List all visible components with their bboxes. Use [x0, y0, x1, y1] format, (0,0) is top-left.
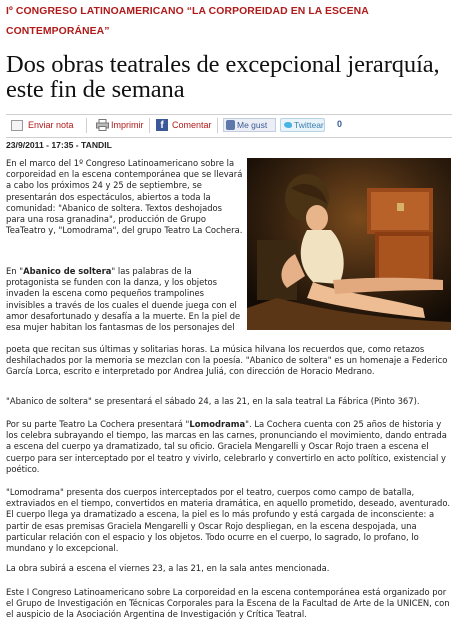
print-icon: [96, 119, 109, 131]
paragraph-text: " las palabras de la protagonista se funden con la danza, y los objetos invaden la escena como pequeños trampolines invisibles a través de los cuales el duende juega con el amor desafortunado y desafía a la muerte. En la piel de esa mujer habitan los fantasmas de los personajes del: [6, 266, 241, 333]
article-paragraph: "Abanico de soltera" se presentará el sábado 24, a las 21, en la sala teatral La Fábrica (Pinto 367).: [6, 396, 420, 406]
toolbar-divider: [86, 118, 87, 133]
share-toolbar: [6, 114, 452, 138]
article-kicker: Iº CONGRESO LATINOAMERICANO “LA CORPOREIDAD EN LA ESCENA CONTEMPORÁNEA”: [6, 6, 369, 37]
play-title: Abanico de soltera: [23, 266, 112, 276]
article-dateline: 23/9/2011 - 17:35 - TANDIL: [6, 140, 112, 150]
article-paragraph: En el marco del 1º Congreso Latinoamericano sobre la corporeidad en la escena contemporánea que se llevará a cabo los próximos 24 y 25 de septiembre, se presentarán dos espectáculos, abiertos a toda la comunidad: "Abanico de soltera. Textos deshojados para una rosa granadina", producción de Grupo TeaTeatro y, "Lomodrama", del grupo Teatro La Cochera.: [6, 158, 243, 236]
like-label: Me gust: [237, 120, 268, 130]
tweet-label: Twittear: [294, 120, 324, 130]
mail-icon: [11, 120, 23, 131]
thumbs-up-icon: [226, 120, 235, 130]
article-paragraph: poeta que recitan sus últimas y solitarias horas. La música hilvana los recuerdos que, como retazos deshilachados por la memoria se mezclan con la poesía. "Abanico de soltera" es un homenaje a Federico García Lorca, escrito e interpretado por Andrea Juliá, con dirección de Horacio Medrano.: [6, 344, 448, 377]
comment-link[interactable]: Comentar: [172, 120, 212, 130]
article-paragraph: La obra subirá a escena el viernes 23, a las 21, en la sala antes mencionada.: [6, 563, 330, 573]
twitter-bird-icon: [284, 122, 292, 128]
toolbar-divider: [217, 118, 218, 133]
article-headline: Dos obras teatrales de excepcional jerarquía, este fin de semana: [6, 51, 440, 103]
article-paragraph: "Lomodrama" presenta dos cuerpos interceptados por el teatro, cuerpos como campo de batalla, extraviados en el tiempo, convertidos en materia dramática, en aquello prometido, deseado, aventurado. El cuerpo llega ya dramatizado a escena, la piel es lo más profundo y está cargada de inconsciente: a partir de esas premisas Graciela Mengarelli y Oscar Rojo despliegan, en la escena despojada, una particular relación con el espacio y los objetos. Todo ocurre en el cuerpo, lo sagrado, lo profano, lo mundano y lo excepcional.: [6, 487, 450, 554]
tweet-button[interactable]: [280, 118, 325, 132]
article-paragraph: [6, 266, 243, 333]
send-article-link[interactable]: Enviar nota: [28, 120, 74, 130]
share-count: 0: [337, 119, 343, 129]
facebook-like-button[interactable]: [223, 118, 276, 132]
toolbar-divider: [149, 118, 150, 133]
facebook-icon: f: [156, 119, 168, 131]
print-link[interactable]: Imprimir: [111, 120, 144, 130]
article-photo: [247, 158, 451, 330]
play-title: Lomodrama: [189, 419, 246, 429]
article-paragraph: Este I Congreso Latinoamericano sobre La corporeidad en la escena contemporánea está organizado por el Grupo de Investigación en Técnicas Corporales para la Escena de la Facultad de Arte de la UNICEN, con el auspicio de la Asociación Argentina de Investigación y Crítica Teatral.: [6, 587, 450, 620]
article-paragraph: [6, 419, 453, 475]
paragraph-text: Por su parte Teatro La Cochera presentará ": [6, 419, 190, 429]
paragraph-text: ". La Cochera cuenta con 25 años de historia y los celebra subrayando el tiempo, las marcas en las carnes, pronunciando el movimiento, dando entrada a escena del cuerpo ya dramatizado, tal su oficio. Graciela Mengarelli y Oscar Rojo traen a escena el cuerpo para ser interceptado por el teatro y vivirlo, celebrarlo y convertirlo en acto político, existencial y poético.: [6, 419, 447, 474]
paragraph-text: En ": [6, 266, 24, 276]
